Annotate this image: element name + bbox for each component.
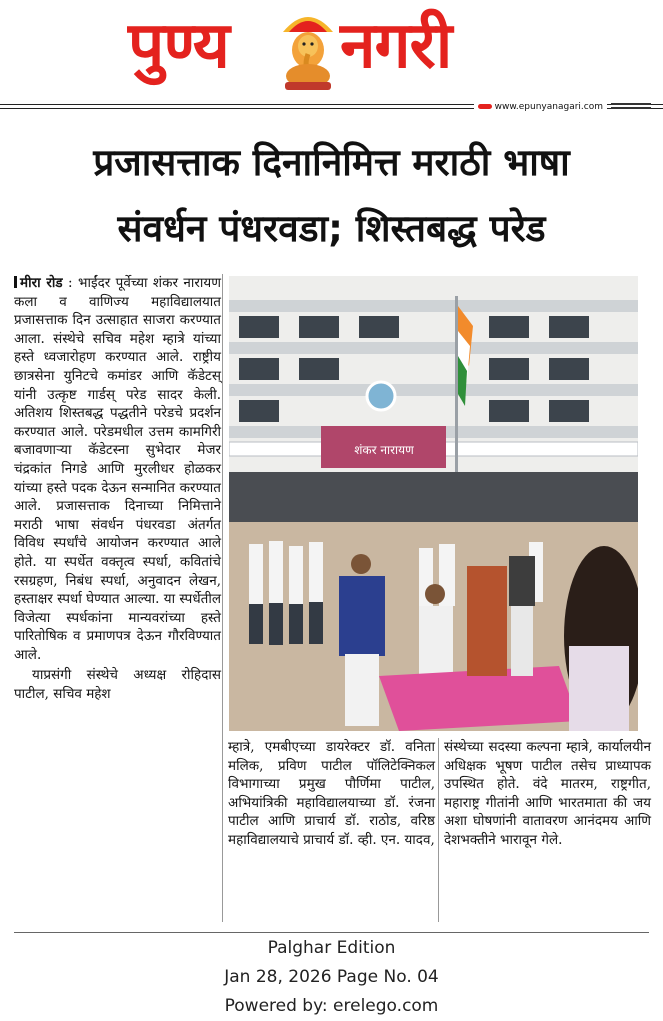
headline	[20, 130, 643, 262]
article-photo	[229, 276, 638, 731]
footer-rule	[14, 932, 649, 933]
column-divider-2	[438, 738, 439, 922]
article-col1-text: भाईंदर पूर्वेच्या शंकर नारायण कला व वाणिज्य महाविद्यालयात प्रजासत्ताक दिन उत्साहात साजरा करण्यात आला. संस्थेचे सचिव महेश म्हात्रे यांच्या हस्ते ध्वजारोहण करण्यात आले. राष्ट्रीय छात्रसेना युनिटचे कमांडर आणि कॅडेटस्‌ यांनी उत्कृष्ट गार्डस्‌ परेड सादर केली. अतिशय शिस्तबद्ध पद्धतीने परेडचे प्रदर्शन करण्यात आले. परेडमधील उत्तम कामगिरी बजावणाऱ्या कॅडेटस्ना सुभेदार मेजर चंद्रकांत निगडे आणि मुरलीधर होळकर यांच्या हस्ते पदक देऊन सन्मानित करण्यात आले. प्रजासत्ताक दिनाच्या निमित्ताने मराठी भाषा संवर्धन पंधरवडा अंतर्गत विविध स्पर्धांचे आयोजन करण्यात आले होते. या स्पर्धेत वक्तृत्व स्पर्धा, कवितांचे रसग्रहण, निबंध स्पर्धा, अनुवादन लेखन, हस्ताक्षर स्पर्धा घेण्यात आल्या. या स्पर्धेतील विजेत्या स्पर्धकांना मान्यवरांच्या हस्ते पारितोषिक व प्रमाणपत्र देऊन गौरविण्यात आले.	[14, 275, 221, 663]
footer-powered-by: Powered by: erelego.com	[224, 996, 439, 1016]
masthead	[0, 0, 663, 112]
article-column-2	[228, 738, 435, 850]
ganesha-logo-icon	[275, 2, 341, 94]
red-dot-icon	[478, 104, 492, 109]
dateline-marker	[14, 276, 17, 288]
article-col3-text: संस्थेच्या सदस्या कल्पना म्हात्रे, कार्यालयीन अधिक्षक भूषण पाटील तसेच प्राध्यापक उपस्थित होते. वंदे मातरम, राष्ट्रगीत, महाराष्ट्र गीतांनी आणि भारतमाता की जय अशा घोषणांनी वातावरण आनंदमय आणि देशभक्तीने भारावून गेले.	[444, 739, 651, 848]
article-col1-text-2: याप्रसंगी संस्थेचे अध्यक्ष रोहिदास पाटील, सचिव महेश	[14, 667, 221, 703]
building-banner-text: शंकर नारायण	[354, 443, 414, 457]
article-column-1: मीरा रोड : भाईंदर पूर्वेच्या शंकर नारायण कला व वाणिज्य महाविद्यालयात प्रजासत्ताक दिन उत्साहात साजरा करण्यात आला. संस्थेचे सचिव महेश म्हात्रे यांच्या हस्ते ध्वजारोहण करण्यात आले. राष्ट्रीय छात्रसेना युनिटचे कमांडर आणि कॅडेटस्‌ यांनी उत्कृष्ट गार्डस्‌ परेड सादर केली. अतिशय शिस्तबद्ध पद्धतीने परेडचे प्रदर्शन करण्यात आले. परेडमधील उत्तम कामगिरी बजावणाऱ्या कॅडेटस्ना सुभेदार मेजर चंद्रकांत निगडे आणि मुरलीधर होळकर यांच्या हस्ते पदक देऊन सन्मानित करण्यात आले. प्रजासत्ताक दिनाच्या निमित्ताने मराठी भाषा संवर्धन पंधरवडा अंतर्गत विविध स्पर्धांचे आयोजन करण्यात आले होते. या स्पर्धेत वक्तृत्व स्पर्धा, कवितांचे रसग्रहण, निबंध स्पर्धा, अनुवादन लेखन, हस्ताक्षर स्पर्धा घेण्यात आल्या. या स्पर्धेतील विजेत्या स्पर्धकांना मान्यवरांच्या हस्ते पारितोषिक व प्रमाणपत्र देऊन गौरविण्यात आले. याप्रसंगी संस्थेचे अध्यक्ष रोहिदास पाटील, सचिव महेश	[14, 275, 221, 703]
masthead-bars	[611, 103, 651, 111]
article-column-3	[444, 738, 651, 850]
headline-line-2: संवर्धन पंधरवडा; शिस्तबद्ध परेड	[117, 207, 546, 250]
column-divider	[222, 274, 223, 922]
website-text: www.epunyanagari.com	[494, 102, 603, 112]
footer-edition: Palghar Edition	[267, 938, 396, 958]
headline-line-1: प्रजासत्ताक दिनानिमित्त मराठी भाषा	[93, 141, 570, 184]
website-link[interactable]	[474, 101, 607, 113]
masthead-title-right: नगरी	[340, 9, 452, 83]
article-col2-text: म्हात्रे, एमबीएच्या डायरेक्टर डॉ. वनिता मलिक, प्रविण पाटील पॉलिटेक्निकल विभागाच्या प्रमुख पौर्णिमा पाटील, अभियांत्रिकी महाविद्यालयाच्या डॉ. रंजना पाटील आणि प्राचार्य डॉ. राठोड, वरिष्ठ महाविद्यालयाचे प्राचार्य डॉ. व्ही. एन. यादव,	[228, 739, 435, 848]
dateline: मीरा रोड	[20, 275, 63, 291]
footer-date-page: Jan 28, 2026 Page No. 04	[224, 967, 439, 987]
masthead-title-left: पुण्य	[128, 9, 229, 83]
